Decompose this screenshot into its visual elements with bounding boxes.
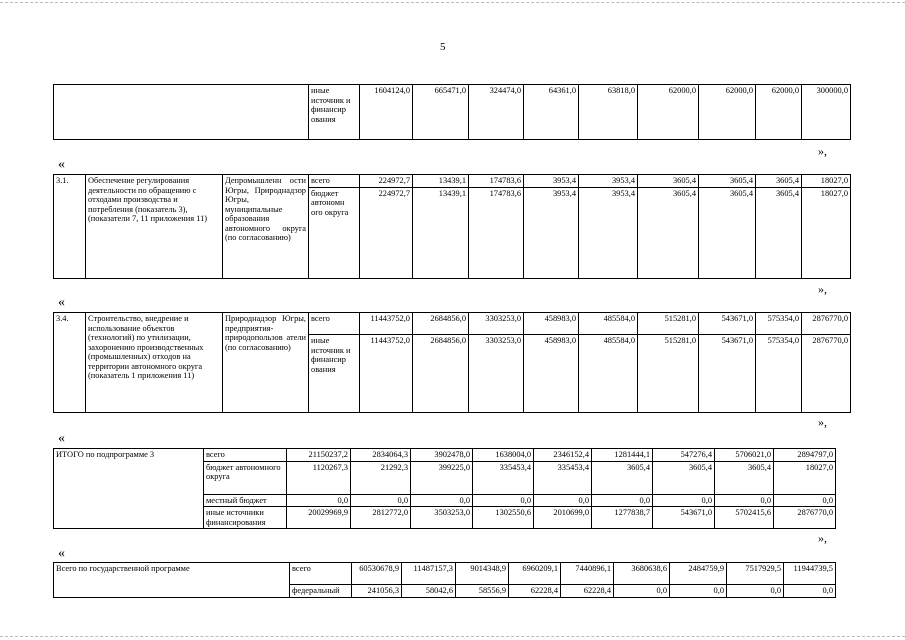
value-cell: 21150237,2: [287, 449, 351, 462]
value-cell: 0,0: [670, 585, 727, 598]
value-cell: 324474,0: [469, 85, 524, 140]
value-cell: 11487157,3: [402, 563, 456, 585]
program-total-title: Всего по государственной программе: [54, 563, 290, 598]
bottom-edge: [0, 636, 905, 637]
value-cell: 485584,0: [579, 313, 638, 335]
table-block-1: [53, 84, 851, 140]
value-cell: 3902478,0: [411, 449, 473, 462]
value-cell: 515281,0: [638, 313, 699, 335]
value-cell: 63818,0: [579, 85, 638, 140]
opening-quote: «: [58, 157, 65, 172]
value-cell: 7517929,5: [727, 563, 784, 585]
value-cell: 0,0: [784, 585, 836, 598]
value-cell: 0,0: [653, 494, 715, 507]
value-cell: 3953,4: [524, 187, 579, 278]
executor-name: Депромышленн ости Югры, Природнадзор Югры, муниципальные образования автономного округа (по согласованию): [223, 175, 309, 279]
value-cell: 11443752,0: [360, 313, 413, 335]
source-label: всего: [309, 175, 360, 188]
value-cell: 2812772,0: [351, 507, 411, 529]
value-cell: 3303253,0: [469, 313, 524, 335]
value-cell: 0,0: [534, 494, 592, 507]
value-cell: 174783,6: [469, 175, 524, 188]
value-cell: 18027,0: [802, 187, 851, 278]
value-cell: 13439,1: [413, 187, 469, 278]
value-cell: 515281,0: [638, 335, 699, 413]
table-row: [54, 563, 836, 585]
value-cell: 2346152,4: [534, 449, 592, 462]
value-cell: 335453,4: [534, 461, 592, 494]
value-cell: 300000,0: [802, 85, 851, 140]
measure-name: Обеспечение регулирования деятельности по обращению с отходами производства и потребления (показатель 3), (показатели 7, 11 приложения 11): [86, 175, 223, 279]
value-cell: 1302550,6: [473, 507, 534, 529]
value-cell: 224972,7: [360, 175, 413, 188]
closing-quote: »,: [818, 144, 827, 158]
value-cell: 3605,4: [653, 461, 715, 494]
value-cell: 174783,6: [469, 187, 524, 278]
row-number: 3.4.: [54, 313, 86, 413]
value-cell: 3953,4: [579, 175, 638, 188]
value-cell: 241056,3: [352, 585, 402, 598]
value-cell: 62000,0: [756, 85, 802, 140]
page-number: 5: [440, 41, 446, 53]
value-cell: 3605,4: [715, 461, 774, 494]
value-cell: 11944739,5: [784, 563, 836, 585]
value-cell: 3953,4: [579, 187, 638, 278]
value-cell: 0,0: [715, 494, 774, 507]
value-cell: 3303253,0: [469, 335, 524, 413]
value-cell: 575354,0: [756, 335, 802, 413]
value-cell: 665471,0: [413, 85, 469, 140]
source-label: бюджет автономного округа: [204, 461, 287, 494]
opening-quote: «: [58, 431, 65, 446]
value-cell: 2876770,0: [802, 335, 851, 413]
value-cell: 20029969,9: [287, 507, 351, 529]
measure-name: Строительство, внедрение и использование объектов (технологий) по утилизации, захоронению производственных (промышленных) отходов на территории автономного округа (показатель 1 приложения 11): [86, 313, 223, 413]
value-cell: 58556,9: [456, 585, 509, 598]
value-cell: 13439,1: [413, 175, 469, 188]
table-row: [54, 449, 836, 462]
value-cell: 0,0: [592, 494, 653, 507]
source-label: бюджет автономн ого округа: [309, 187, 360, 278]
opening-quote: «: [58, 546, 65, 561]
value-cell: 2834064,3: [351, 449, 411, 462]
value-cell: 9014348,9: [456, 563, 509, 585]
value-cell: 1638004,0: [473, 449, 534, 462]
source-label: местный бюджет: [204, 494, 287, 507]
value-cell: 3605,4: [638, 175, 699, 188]
value-cell: 0,0: [351, 494, 411, 507]
value-cell: 2876770,0: [774, 507, 836, 529]
value-cell: 399225,0: [411, 461, 473, 494]
value-cell: 2894797,0: [774, 449, 836, 462]
closing-quote: »,: [818, 415, 827, 429]
row-number: 3.1.: [54, 175, 86, 279]
executor-name: Природнадзор Югры, предприятия-природопользов атели (по согласованию): [223, 313, 309, 413]
table-block-3-1: [53, 174, 851, 279]
value-cell: 3605,4: [699, 187, 756, 278]
value-cell: 1281444,1: [592, 449, 653, 462]
value-cell: 3605,4: [592, 461, 653, 494]
value-cell: 5706021,0: [715, 449, 774, 462]
value-cell: 3605,4: [638, 187, 699, 278]
source-label: иные источник и финансир ования: [309, 335, 360, 413]
value-cell: 0,0: [411, 494, 473, 507]
value-cell: 0,0: [774, 494, 836, 507]
value-cell: 1120267,3: [287, 461, 351, 494]
value-cell: 62000,0: [638, 85, 699, 140]
value-cell: 335453,4: [473, 461, 534, 494]
value-cell: 575354,0: [756, 313, 802, 335]
value-cell: 18027,0: [774, 461, 836, 494]
value-cell: 62228,4: [509, 585, 561, 598]
value-cell: 224972,7: [360, 187, 413, 278]
value-cell: 3605,4: [756, 187, 802, 278]
table-program-total: [53, 562, 836, 598]
value-cell: 547276,4: [653, 449, 715, 462]
value-cell: 62000,0: [699, 85, 756, 140]
value-cell: 543671,0: [653, 507, 715, 529]
table-row: [54, 175, 851, 188]
value-cell: 5702415,6: [715, 507, 774, 529]
value-cell: 18027,0: [802, 175, 851, 188]
value-cell: 1277838,7: [592, 507, 653, 529]
subprogram-total-title: ИТОГО по подпрограмме 3: [54, 449, 204, 529]
source-label: федеральный: [290, 585, 352, 598]
value-cell: 2484759,9: [670, 563, 727, 585]
closing-quote: »,: [818, 282, 827, 296]
table-subprogram-total: [53, 448, 836, 529]
value-cell: 6960209,1: [509, 563, 561, 585]
value-cell: 2010699,0: [534, 507, 592, 529]
value-cell: 0,0: [287, 494, 351, 507]
table-block-3-4: [53, 312, 851, 413]
value-cell: 2684856,0: [413, 313, 469, 335]
value-cell: 60530678,9: [352, 563, 402, 585]
value-cell: 543671,0: [699, 335, 756, 413]
value-cell: 11443752,0: [360, 335, 413, 413]
closing-quote: »,: [818, 531, 827, 545]
value-cell: 2876770,0: [802, 313, 851, 335]
opening-quote: «: [58, 295, 65, 310]
value-cell: 64361,0: [524, 85, 579, 140]
value-cell: 485584,0: [579, 335, 638, 413]
value-cell: 0,0: [727, 585, 784, 598]
value-cell: 458983,0: [524, 335, 579, 413]
value-cell: 3503253,0: [411, 507, 473, 529]
table-row: [54, 313, 851, 335]
value-cell: 2684856,0: [413, 335, 469, 413]
value-cell: 1604124,0: [360, 85, 413, 140]
source-label: всего: [204, 449, 287, 462]
source-label: иные источники финансирования: [204, 507, 287, 529]
value-cell: 0,0: [473, 494, 534, 507]
value-cell: 0,0: [614, 585, 670, 598]
value-cell: 21292,3: [351, 461, 411, 494]
value-cell: 3605,4: [756, 175, 802, 188]
top-edge: [0, 2, 905, 3]
value-cell: 3680638,6: [614, 563, 670, 585]
empty-cell: [54, 85, 309, 140]
table-row: [54, 85, 851, 140]
value-cell: 62228,4: [561, 585, 614, 598]
value-cell: 543671,0: [699, 313, 756, 335]
source-label: всего: [290, 563, 352, 585]
value-cell: 7440896,1: [561, 563, 614, 585]
value-cell: 3605,4: [699, 175, 756, 188]
source-label: иные источник и финансир ования: [309, 85, 360, 140]
value-cell: 3953,4: [524, 175, 579, 188]
value-cell: 58042,6: [402, 585, 456, 598]
source-label: всего: [309, 313, 360, 335]
value-cell: 458983,0: [524, 313, 579, 335]
